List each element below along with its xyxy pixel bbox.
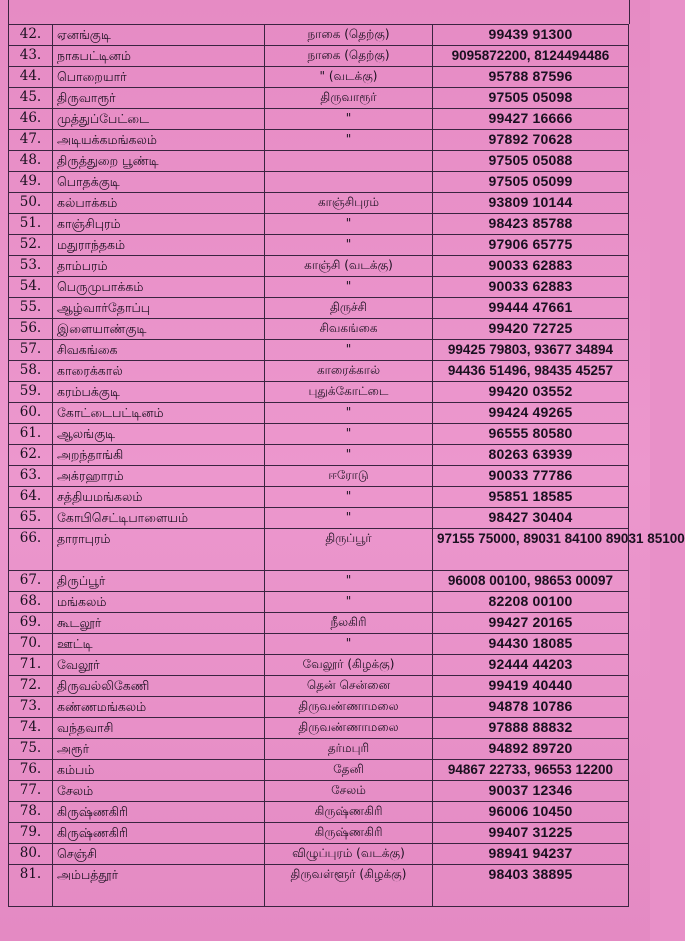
- phone-numbers: 99427 20165: [433, 613, 629, 634]
- table-row: [9, 319, 629, 340]
- table-row: [9, 571, 629, 592]
- district-name: காஞ்சி (வடக்கு): [265, 256, 433, 277]
- district-name: கிருஷ்ணகிரி: [265, 802, 433, 823]
- phone-numbers: 99419 40440: [433, 676, 629, 697]
- table-row: [9, 424, 629, 445]
- district-name: ": [265, 214, 433, 235]
- district-name: ": [265, 130, 433, 151]
- table-row: [9, 844, 629, 865]
- place-name: சிவகங்கை: [53, 340, 265, 361]
- row-number: 43.: [9, 46, 53, 67]
- district-name: ": [265, 445, 433, 466]
- table-row: [9, 403, 629, 424]
- table-row: [9, 781, 629, 802]
- table-row: [9, 655, 629, 676]
- phone-numbers: 94867 22733, 96553 12200: [433, 760, 629, 781]
- phone-numbers: 9095872200, 8124494486: [433, 46, 629, 67]
- row-number: 60.: [9, 403, 53, 424]
- place-name: கண்ணமங்கலம்: [53, 697, 265, 718]
- district-name: ": [265, 277, 433, 298]
- row-number: 62.: [9, 445, 53, 466]
- place-name: தாராபுரம்: [53, 529, 265, 571]
- table-row: [9, 88, 629, 109]
- place-name: தாம்பரம்: [53, 256, 265, 277]
- place-name: இளையாண்குடி: [53, 319, 265, 340]
- district-name: [265, 151, 433, 172]
- phone-numbers: 97906 65775: [433, 235, 629, 256]
- phone-numbers: 96006 10450: [433, 802, 629, 823]
- table-row: [9, 802, 629, 823]
- district-name: ": [265, 508, 433, 529]
- phone-numbers: 92444 44203: [433, 655, 629, 676]
- district-name: நீலகிரி: [265, 613, 433, 634]
- row-number: 59.: [9, 382, 53, 403]
- district-name: ஈரோடு: [265, 466, 433, 487]
- place-name: கம்பம்: [53, 760, 265, 781]
- district-name: திருவள்ளூர் (கிழக்கு): [265, 865, 433, 907]
- place-name: திருவல்லிகேணி: [53, 676, 265, 697]
- place-name: கூடலூர்: [53, 613, 265, 634]
- table-row: [9, 172, 629, 193]
- phone-numbers: 90033 77786: [433, 466, 629, 487]
- place-name: பெருமுபாக்கம்: [53, 277, 265, 298]
- table-row: [9, 235, 629, 256]
- place-name: திருத்துறை பூண்டி: [53, 151, 265, 172]
- table-row: [9, 718, 629, 739]
- row-number: 78.: [9, 802, 53, 823]
- place-name: ஏனங்குடி: [53, 25, 265, 46]
- place-name: வந்தவாசி: [53, 718, 265, 739]
- phone-numbers: 90033 62883: [433, 256, 629, 277]
- place-name: வேலூர்: [53, 655, 265, 676]
- phone-numbers: 98427 30404: [433, 508, 629, 529]
- row-number: 81.: [9, 865, 53, 907]
- place-name: அறந்தாங்கி: [53, 445, 265, 466]
- row-number: 63.: [9, 466, 53, 487]
- district-name: புதுக்கோட்டை: [265, 382, 433, 403]
- row-number: 50.: [9, 193, 53, 214]
- phone-numbers: 80263 63939: [433, 445, 629, 466]
- row-number: 49.: [9, 172, 53, 193]
- district-name: தர்மபுரி: [265, 739, 433, 760]
- phone-numbers: 97888 88832: [433, 718, 629, 739]
- contact-table-body: [9, 25, 685, 907]
- row-number: 47.: [9, 130, 53, 151]
- place-name: ஆழ்வார்தோப்பு: [53, 298, 265, 319]
- place-name: அக்ரஹாரம்: [53, 466, 265, 487]
- phone-numbers: 97505 05098: [433, 88, 629, 109]
- table-row: [9, 865, 629, 907]
- table-row: [9, 508, 629, 529]
- place-name: காஞ்சிபுரம்: [53, 214, 265, 235]
- row-number: 51.: [9, 214, 53, 235]
- row-number: 58.: [9, 361, 53, 382]
- place-name: அரூர்: [53, 739, 265, 760]
- place-name: கிருஷ்ணகிரி: [53, 802, 265, 823]
- table-row: [9, 592, 629, 613]
- district-name: திருவாரூர்: [265, 88, 433, 109]
- table-row: [9, 130, 629, 151]
- phone-numbers: 94430 18085: [433, 634, 629, 655]
- table-row: [9, 46, 629, 67]
- place-name: முத்துப்பேட்டை: [53, 109, 265, 130]
- place-name: மதுராந்தகம்: [53, 235, 265, 256]
- phone-numbers: 96008 00100, 98653 00097: [433, 571, 629, 592]
- place-name: செஞ்சி: [53, 844, 265, 865]
- row-number: 67.: [9, 571, 53, 592]
- district-name: காரைக்கால்: [265, 361, 433, 382]
- contact-table: [8, 24, 685, 907]
- place-name: திருப்பூர்: [53, 571, 265, 592]
- district-name: காஞ்சிபுரம்: [265, 193, 433, 214]
- table-row: [9, 193, 629, 214]
- row-number: 54.: [9, 277, 53, 298]
- place-name: பொறையார்: [53, 67, 265, 88]
- table-row: [9, 823, 629, 844]
- district-name: சிவகங்கை: [265, 319, 433, 340]
- table-row: [9, 109, 629, 130]
- row-number: 70.: [9, 634, 53, 655]
- place-name: சத்தியமங்கலம்: [53, 487, 265, 508]
- table-row: [9, 634, 629, 655]
- phone-numbers: 96555 80580: [433, 424, 629, 445]
- phone-numbers: 90037 12346: [433, 781, 629, 802]
- row-number: 80.: [9, 844, 53, 865]
- place-name: ஆலங்குடி: [53, 424, 265, 445]
- row-number: 64.: [9, 487, 53, 508]
- district-name: திருவண்ணாமலை: [265, 718, 433, 739]
- row-number: 46.: [9, 109, 53, 130]
- place-name: ஊட்டி: [53, 634, 265, 655]
- place-name: கோட்டைபட்டினம்: [53, 403, 265, 424]
- district-name: " (வடக்கு): [265, 67, 433, 88]
- phone-numbers: 90033 62883: [433, 277, 629, 298]
- table-row: [9, 487, 629, 508]
- phone-numbers: 98941 94237: [433, 844, 629, 865]
- district-name: ": [265, 634, 433, 655]
- district-name: திருச்சி: [265, 298, 433, 319]
- district-name: ": [265, 487, 433, 508]
- district-name: ": [265, 571, 433, 592]
- place-name: சேலம்: [53, 781, 265, 802]
- district-name: ": [265, 235, 433, 256]
- place-name: அம்பத்தூர்: [53, 865, 265, 907]
- row-number: 65.: [9, 508, 53, 529]
- row-number: 68.: [9, 592, 53, 613]
- phone-numbers: 98403 38895: [433, 865, 629, 907]
- phone-numbers: 97892 70628: [433, 130, 629, 151]
- phone-numbers: 99427 16666: [433, 109, 629, 130]
- row-number: 48.: [9, 151, 53, 172]
- phone-numbers: 95851 18585: [433, 487, 629, 508]
- row-number: 53.: [9, 256, 53, 277]
- place-name: பொதக்குடி: [53, 172, 265, 193]
- row-number: 61.: [9, 424, 53, 445]
- table-row: [9, 676, 629, 697]
- table-row: [9, 67, 629, 88]
- place-name: கோபிசெட்டிபாளையம்: [53, 508, 265, 529]
- row-number: 42.: [9, 25, 53, 46]
- place-name: திருவாரூர்: [53, 88, 265, 109]
- phone-numbers: 99444 47661: [433, 298, 629, 319]
- table-row: [9, 382, 629, 403]
- place-name: கல்பாக்கம்: [53, 193, 265, 214]
- place-name: அடியக்கமங்கலம்: [53, 130, 265, 151]
- row-number: 44.: [9, 67, 53, 88]
- district-name: நாகை (தெற்கு): [265, 46, 433, 67]
- phone-numbers: 93809 10144: [433, 193, 629, 214]
- table-row: [9, 466, 629, 487]
- phone-numbers: 94892 89720: [433, 739, 629, 760]
- place-name: மங்கலம்: [53, 592, 265, 613]
- row-number: 79.: [9, 823, 53, 844]
- row-number: 74.: [9, 718, 53, 739]
- phone-numbers: 97505 05099: [433, 172, 629, 193]
- row-number: 55.: [9, 298, 53, 319]
- phone-numbers: 99439 91300: [433, 25, 629, 46]
- row-number: 57.: [9, 340, 53, 361]
- phone-numbers: 82208 00100: [433, 592, 629, 613]
- place-name: கிருஷ்ணகிரி: [53, 823, 265, 844]
- row-number: 66.: [9, 529, 53, 571]
- row-number: 56.: [9, 319, 53, 340]
- table-row: [9, 25, 629, 46]
- phone-numbers: 99420 03552: [433, 382, 629, 403]
- table-row: [9, 340, 629, 361]
- district-name: சேலம்: [265, 781, 433, 802]
- phone-numbers: 99424 49265: [433, 403, 629, 424]
- row-number: 75.: [9, 739, 53, 760]
- table-row: [9, 277, 629, 298]
- table-top-edge: [8, 0, 630, 24]
- district-name: ": [265, 109, 433, 130]
- district-name: ": [265, 424, 433, 445]
- row-number: 69.: [9, 613, 53, 634]
- row-number: 52.: [9, 235, 53, 256]
- phone-numbers: 95788 87596: [433, 67, 629, 88]
- phone-numbers: 99425 79803, 93677 34894: [433, 340, 629, 361]
- row-number: 77.: [9, 781, 53, 802]
- district-name: வேலூர் (கிழக்கு): [265, 655, 433, 676]
- row-number: 71.: [9, 655, 53, 676]
- district-name: நாகை (தெற்கு): [265, 25, 433, 46]
- phone-numbers: 99407 31225: [433, 823, 629, 844]
- table-row: [9, 760, 629, 781]
- place-name: காரைக்கால்: [53, 361, 265, 382]
- row-number: 76.: [9, 760, 53, 781]
- phone-numbers: 98423 85788: [433, 214, 629, 235]
- table-row: [9, 739, 629, 760]
- district-name: கிருஷ்ணகிரி: [265, 823, 433, 844]
- table-row: [9, 613, 629, 634]
- district-name: ": [265, 592, 433, 613]
- phone-numbers: 94878 10786: [433, 697, 629, 718]
- table-row: [9, 298, 629, 319]
- place-name: கரம்பக்குடி: [53, 382, 265, 403]
- table-row: [9, 214, 629, 235]
- table-row: [9, 529, 629, 571]
- row-number: 72.: [9, 676, 53, 697]
- district-name: ": [265, 403, 433, 424]
- district-name: [265, 172, 433, 193]
- district-name: திருவண்ணாமலை: [265, 697, 433, 718]
- table-row: [9, 361, 629, 382]
- district-name: விழுப்புரம் (வடக்கு): [265, 844, 433, 865]
- place-name: நாகபட்டினம்: [53, 46, 265, 67]
- row-number: 45.: [9, 88, 53, 109]
- table-row: [9, 151, 629, 172]
- phone-numbers: 99420 72725: [433, 319, 629, 340]
- table-row: [9, 697, 629, 718]
- phone-numbers: 97505 05088: [433, 151, 629, 172]
- table-row: [9, 256, 629, 277]
- district-name: தேனி: [265, 760, 433, 781]
- phone-numbers: 97155 75000, 89031 84100 89031 85100: [433, 529, 629, 571]
- district-name: ": [265, 340, 433, 361]
- district-name: திருப்பூர்: [265, 529, 433, 571]
- district-name: தென் சென்னை: [265, 676, 433, 697]
- row-number: 73.: [9, 697, 53, 718]
- table-row: [9, 445, 629, 466]
- phone-numbers: 94436 51496, 98435 45257: [433, 361, 629, 382]
